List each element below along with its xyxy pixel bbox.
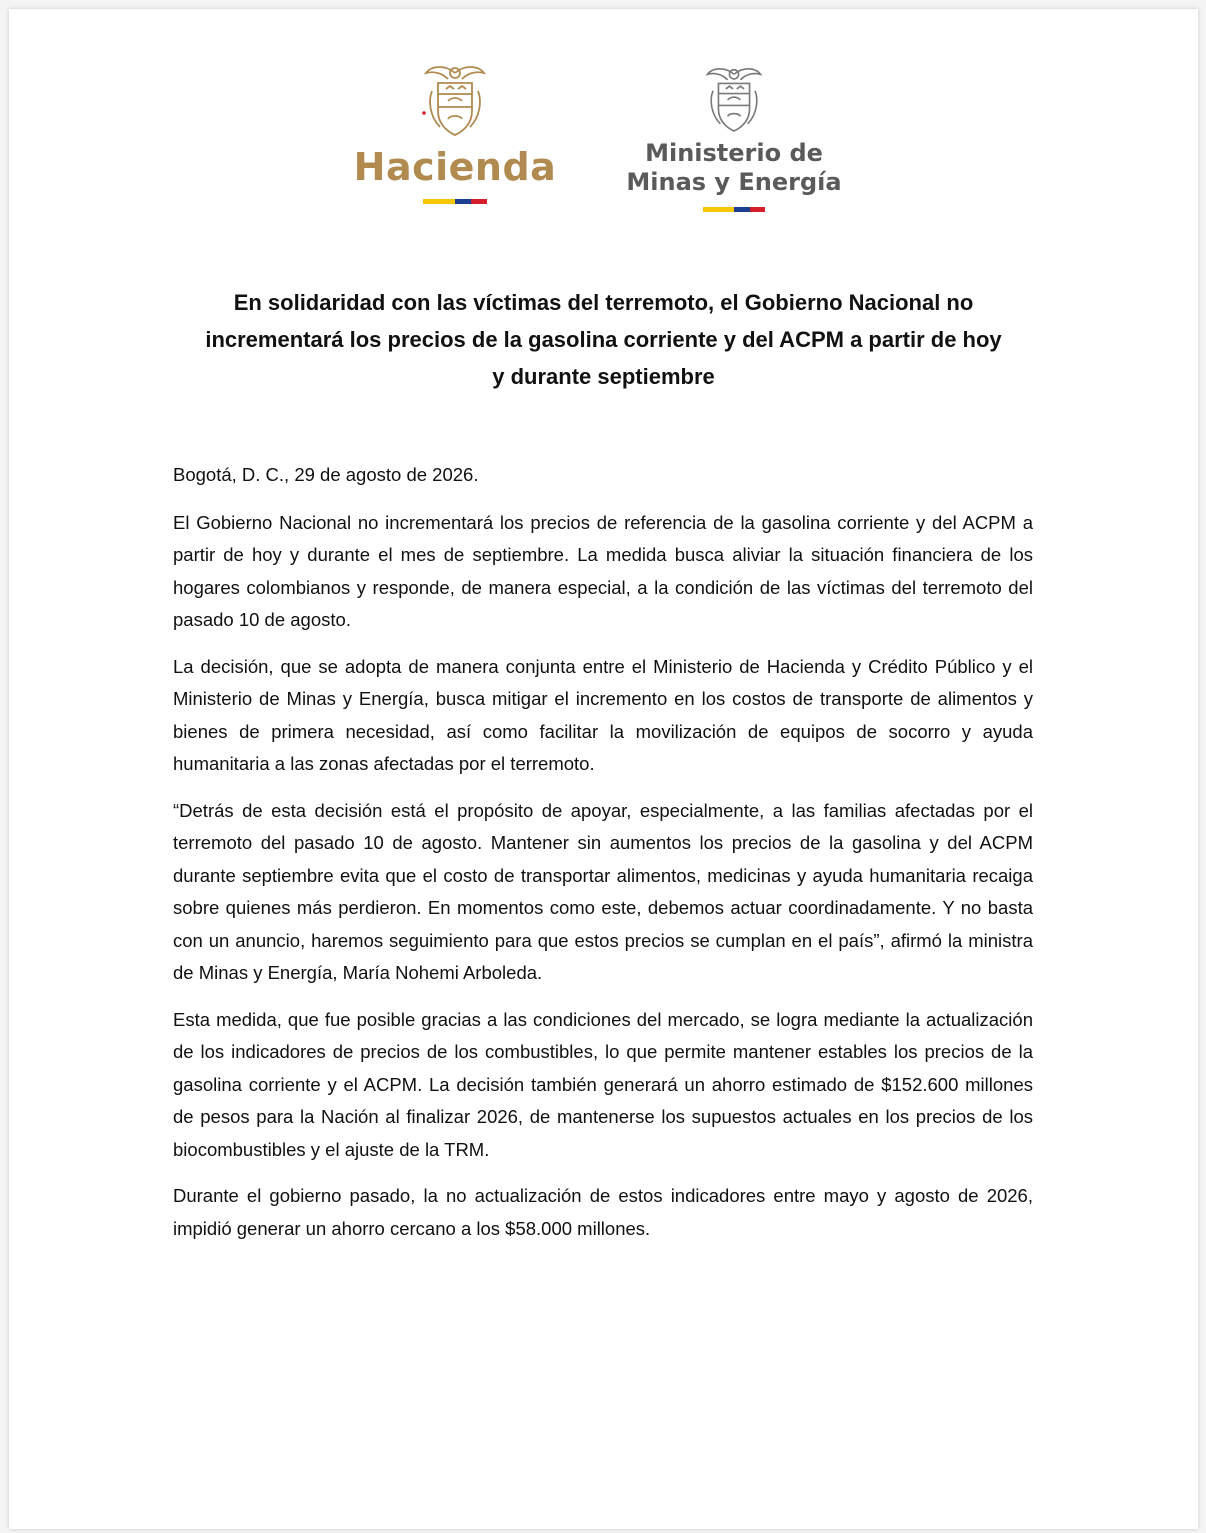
coat-of-arms-icon — [420, 61, 490, 139]
minas-wordmark-line2: Minas y Energía — [626, 168, 842, 196]
dateline: Bogotá, D. C., 29 de agosto de 2026. — [173, 464, 479, 485]
paragraph-2: La decisión, que se adopta de manera conjunta entre el Ministerio de Hacienda y Crédito Público y el Ministerio de Minas y Energía, busca mitigar el incremento en los costos de transporte de alimentos y bienes de primera necesidad, así como facilitar la movilización de equipos de socorro y ayuda humanitaria a las zonas afectadas por el terremoto. — [173, 655, 1033, 774]
colombia-flag-stripe — [703, 207, 765, 212]
headline-line-1: En solidaridad con las víctimas del terremoto, el Gobierno Nacional no — [233, 290, 974, 315]
minas-energia-logo — [614, 63, 854, 212]
press-release-body — [173, 459, 1033, 1259]
headline-line-2: incrementará los precios de la gasolina corriente y del ACPM a partir de hoy — [205, 327, 1002, 352]
hacienda-logo — [349, 61, 561, 204]
headline-line-3: y durante septiembre — [492, 364, 715, 389]
paragraph-quote: “Detrás de esta decisión está el propósito de apoyar, especialmente, a las familias afectadas por el terremoto del pasado 10 de agosto. Mantener sin aumentos los precios de la gasolina y del ACPM durante septiembre evita que el costo de transportar alimentos, medicinas y ayuda humanitaria recaiga sobre quienes más perdieron. En momentos como este, debemos actuar coordinadamente. Y no basta con un anuncio, haremos seguimiento para que estos precios se cumplan en el país”, afirmó la ministra de Minas y Energía, María Nohemi Arboleda. — [173, 799, 1033, 983]
colombia-flag-stripe — [423, 199, 487, 204]
minas-wordmark-line1: Ministerio de — [645, 139, 823, 167]
document-page — [9, 9, 1198, 1529]
paragraph-5: Durante el gobierno pasado, la no actualización de estos indicadores entre mayo y agosto de 2026, impidió generar un ahorro cercano a los $58.000 millones. — [173, 1185, 1033, 1239]
hacienda-wordmark: Hacienda — [353, 145, 557, 189]
press-release-headline — [159, 284, 1048, 395]
coat-of-arms-icon — [702, 63, 766, 135]
minas-wordmark — [614, 139, 854, 197]
paragraph-1: El Gobierno Nacional no incrementará los precios de referencia de la gasolina corriente y del ACPM a partir de hoy y durante el mes de septiembre. La medida busca aliviar la situación financiera de los hogares colombianos y responde, de manera especial, a la condición de las víctimas del terremoto del pasado 10 de agosto. — [173, 511, 1033, 630]
paragraph-4: Esta medida, que fue posible gracias a las condiciones del mercado, se logra mediante la actualización de los indicadores de precios de los combustibles, lo que permite mantener estables los precios de la gasolina corriente y el ACPM. La decisión también generará un ahorro estimado de $152.600 millones de pesos para la Nación al finalizar 2026, de mantenerse los supuestos actuales en los precios de los biocombustibles y el ajuste de la TRM. — [173, 1008, 1033, 1160]
